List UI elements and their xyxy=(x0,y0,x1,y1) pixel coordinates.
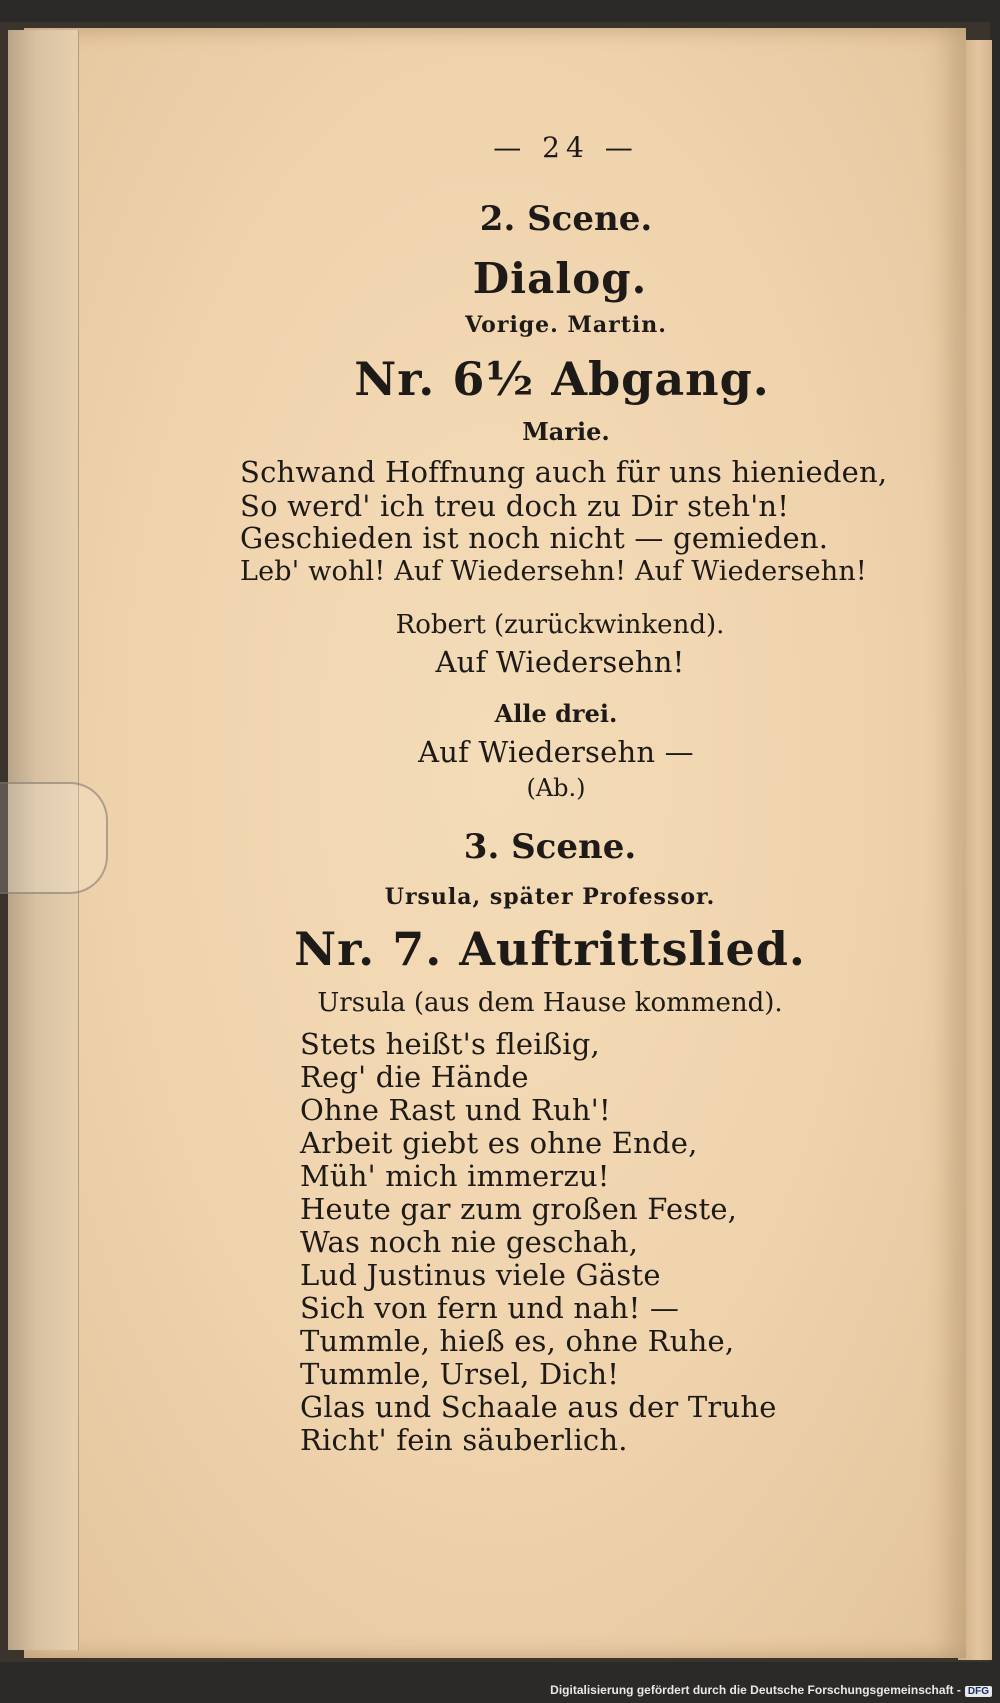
number-6-5-title: Nr. 6½ Abgang. xyxy=(354,352,770,406)
ursula-line-6: Heute gar zum großen Feste, xyxy=(300,1192,738,1226)
alle-drei-line: Auf Wiedersehn — xyxy=(418,735,694,769)
ursula-line-5: Müh' mich immerzu! xyxy=(300,1159,610,1193)
ursula-line-7: Was noch nie geschah, xyxy=(300,1225,639,1259)
ursula-line-12: Glas und Schaale aus der Truhe xyxy=(300,1390,777,1424)
speaker-alle-drei: Alle drei. xyxy=(494,699,618,728)
robert-line: Auf Wiedersehn! xyxy=(435,645,685,679)
dialog-heading: Dialog. xyxy=(472,254,648,303)
marie-line-3: Geschieden ist noch nicht — gemieden. xyxy=(240,521,829,555)
ursula-line-10: Tummle, hieß es, ohne Ruhe, xyxy=(300,1324,735,1358)
credit-text: Digitalisierung gefördert durch die Deutsche Forschungsgemeinschaft - xyxy=(550,1683,961,1697)
marie-line-2: So werd' ich treu doch zu Dir steh'n! xyxy=(240,489,790,523)
number-7-title: Nr. 7. Auftrittslied. xyxy=(294,922,806,976)
plastic-clip xyxy=(0,782,108,894)
scene-2-heading: 2. Scene. xyxy=(479,199,653,239)
ursula-line-3: Ohne Rast und Ruh'! xyxy=(300,1093,611,1127)
ursula-line-2: Reg' die Hände xyxy=(300,1060,529,1094)
page-number: — 24 — xyxy=(493,131,639,164)
speaker-robert: Robert (zurückwinkend). xyxy=(395,610,725,640)
ursula-line-8: Lud Justinus viele Gäste xyxy=(300,1258,661,1292)
ursula-line-11: Tummle, Ursel, Dich! xyxy=(300,1357,620,1391)
ursula-line-9: Sich von fern und nah! — xyxy=(300,1291,680,1325)
marie-line-4: Leb' wohl! Auf Wiedersehn! Auf Wiedersehn! xyxy=(240,556,867,587)
dfg-logo: DFG xyxy=(965,1686,992,1697)
scene-3-cast: Ursula, später Professor. xyxy=(384,884,716,910)
digitization-credit xyxy=(550,1683,992,1697)
scene-3-heading: 3. Scene. xyxy=(463,827,637,867)
ursula-line-4: Arbeit giebt es ohne Ende, xyxy=(300,1126,698,1160)
marie-line-1: Schwand Hoffnung auch für uns hienieden, xyxy=(240,455,888,489)
ursula-line-1: Stets heißt's fleißig, xyxy=(300,1027,600,1061)
scene-2-cast: Vorige. Martin. xyxy=(465,312,667,338)
speaker-ursula: Ursula (aus dem Hause kommend). xyxy=(317,988,783,1018)
speaker-marie: Marie. xyxy=(522,417,610,446)
stage-direction-ab: (Ab.) xyxy=(526,774,586,802)
ursula-line-13: Richt' fein säuberlich. xyxy=(300,1423,628,1457)
